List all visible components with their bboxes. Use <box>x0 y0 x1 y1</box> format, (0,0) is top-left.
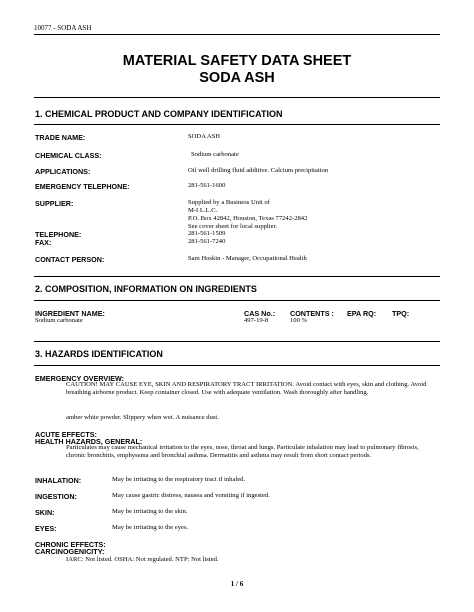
emergency-telephone-value: 281-561-1600 <box>188 182 226 189</box>
supplier-line-4: See cover sheet for local supplier. <box>188 223 277 230</box>
section2-bottom-rule <box>34 300 440 301</box>
inhalation-text: May be irritating to the respiratory tract if inhaled. <box>112 476 246 483</box>
eyes-label: EYES: <box>35 524 57 533</box>
applications-value: Oil well drilling fluid additive. Calcium precipitation <box>188 167 329 174</box>
trade-name-label: TRADE NAME: <box>35 133 86 142</box>
section1-top-rule <box>34 97 440 98</box>
section3-heading: 3. HAZARDS IDENTIFICATION <box>35 349 163 359</box>
section1-heading: 1. CHEMICAL PRODUCT AND COMPANY IDENTIFICATION <box>35 109 283 119</box>
fax-value: 281-561-7240 <box>188 238 226 245</box>
supplier-line-3: P.O. Box 42842, Houston, Texas 77242-2842 <box>188 215 308 222</box>
supplier-line-1: Supplied by a Business Unit of <box>188 199 270 206</box>
fax-label: FAX: <box>35 238 52 247</box>
section2-top-rule <box>34 276 440 277</box>
cas-number-header: CAS No.: <box>244 309 276 318</box>
ingredient-name-cell: Sodium carbonate <box>35 317 83 324</box>
acute-effects-label: ACUTE EFFECTS: <box>35 430 97 439</box>
telephone-label: TELEPHONE: <box>35 230 82 239</box>
chemical-class-value: Sodium carbonate <box>191 151 239 158</box>
health-hazards-label: HEALTH HAZARDS, GENERAL: <box>35 437 143 446</box>
contact-person-label: CONTACT PERSON: <box>35 255 105 264</box>
appearance-text: amber white powder. Slippery when wet. A nuisance dust. <box>66 414 219 421</box>
carcinogenicity-label: CARCINOGENICITY: <box>35 547 105 556</box>
contents-cell: 100 % <box>290 317 308 324</box>
supplier-line-2: M-I L.L.C. <box>188 207 218 214</box>
telephone-value: 281-561-1509 <box>188 230 226 237</box>
contents-header: CONTENTS : <box>290 309 334 318</box>
inhalation-label: INHALATION: <box>35 476 82 485</box>
trade-name-value: SODA ASH <box>188 133 221 140</box>
header-divider <box>34 34 440 35</box>
contact-person-value: Sam Hoskin - Manager, Occupational Health <box>188 255 307 262</box>
page-number: 1 / 6 <box>230 580 244 588</box>
epa-rq-header: EPA RQ: <box>347 309 377 318</box>
chronic-effects-label: CHRONIC EFFECTS: <box>35 540 106 549</box>
ingestion-text: May cause gastric distress, nausea and vomiting if ingested. <box>112 492 270 499</box>
eyes-text: May be irritating to the eyes. <box>112 524 189 531</box>
ingredient-name-header: INGREDIENT NAME: <box>35 309 105 318</box>
carcinogenicity-text: IARC: Not listed. OSHA: Not regulated. NTP: Not listed. <box>66 556 219 563</box>
section3-top-rule <box>34 341 440 342</box>
cas-number-cell: 497-19-8 <box>244 317 269 324</box>
skin-label: SKIN: <box>35 508 55 517</box>
emergency-overview-text: CAUTION! MAY CAUSE EYE, SKIN AND RESPIRATORY TRACT IRRITATION. Avoid contact with eyes, skin and clothing. Avoid breathing airborne product. Keep container closed. Use with adequate ventilation. Wash thoroughly after handling. <box>66 381 427 397</box>
tpq-header: TPQ: <box>392 309 410 318</box>
health-hazards-text: Particulates may cause mechanical irritation to the eyes, nose, throat and lungs. Particulate inhalation may lead to pulmonary fibrosis, chronic bronchitis, emphysema and bronchial asthma. Dermatitis and asthma may result from short contact periods. <box>66 444 419 460</box>
emergency-telephone-label: EMERGENCY TELEPHONE: <box>35 182 130 191</box>
document-id: 10077 - SODA ASH <box>34 24 92 32</box>
applications-label: APPLICATIONS: <box>35 167 91 176</box>
section2-heading: 2. COMPOSITION, INFORMATION ON INGREDIENTS <box>35 284 257 294</box>
section3-bottom-rule <box>34 365 440 366</box>
supplier-label: SUPPLIER: <box>35 199 74 208</box>
chemical-class-label: CHEMICAL CLASS: <box>35 151 102 160</box>
page-subtitle: SODA ASH <box>199 70 275 86</box>
section1-bottom-rule <box>34 124 440 125</box>
page-title: MATERIAL SAFETY DATA SHEET <box>122 53 352 69</box>
ingestion-label: INGESTION: <box>35 492 77 501</box>
skin-text: May be irritating to the skin. <box>112 508 188 515</box>
emergency-overview-label: EMERGENCY OVERVIEW: <box>35 374 125 383</box>
